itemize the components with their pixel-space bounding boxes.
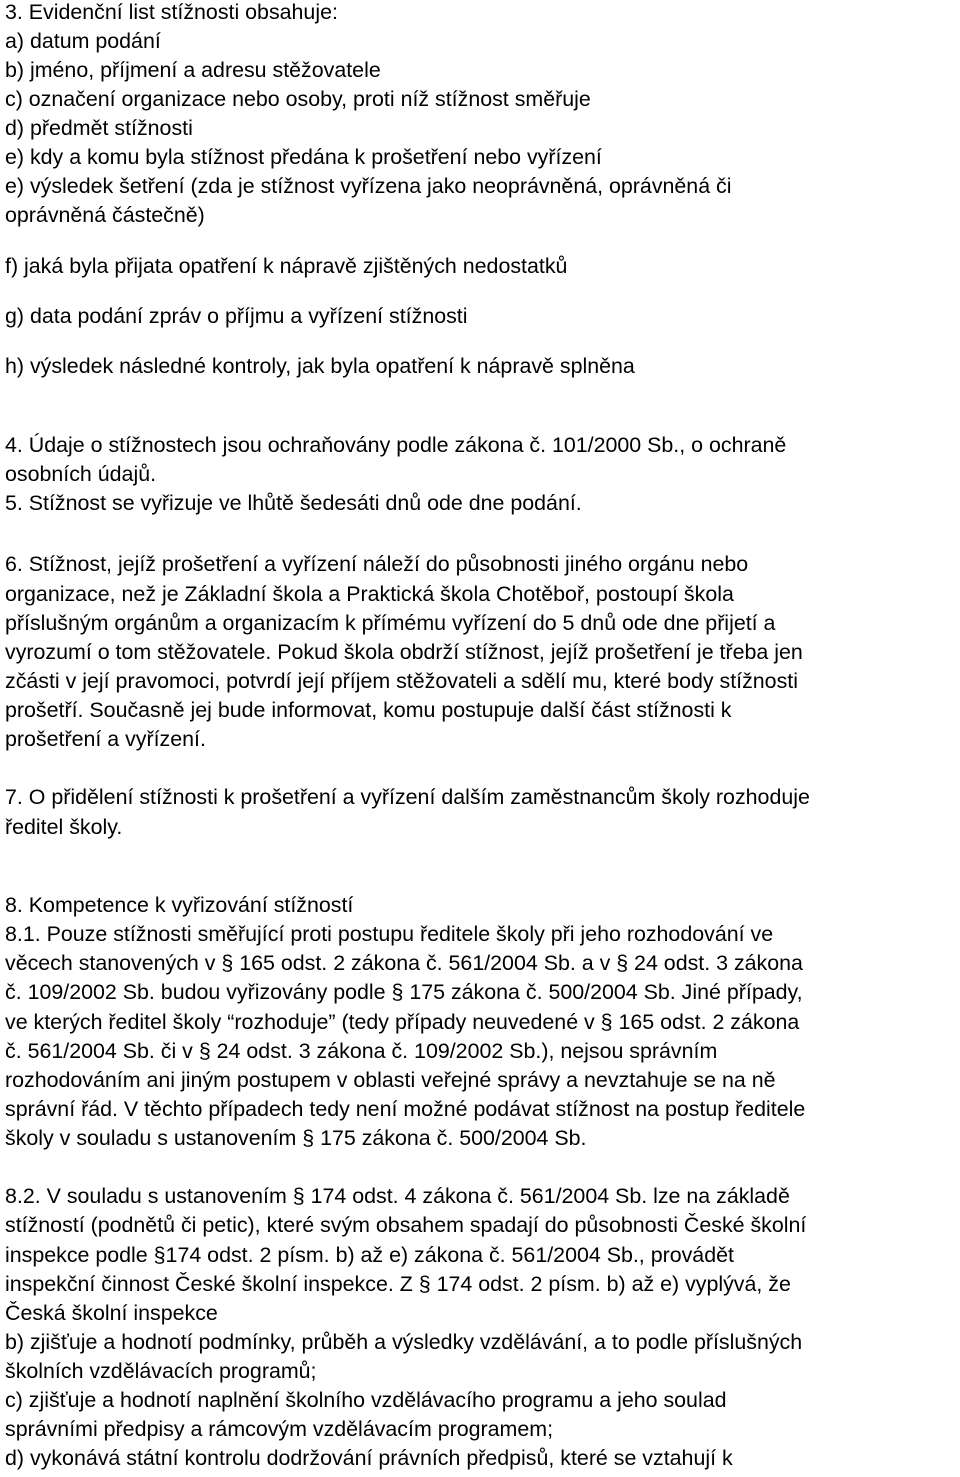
section-8-heading: 8. Kompetence k vyřizování stížností [5, 893, 354, 917]
paragraph-5: 5. Stížnost se vyřizuje ve lhůtě šedesáti dnů ode dne podání. [5, 491, 582, 515]
paragraph-3-heading: 3. Evidenční list stížnosti obsahuje: [5, 0, 338, 24]
paragraph-7: 7. O přidělení stížnosti k prošetření a vyřízení dalším zaměstnancům školy rozhoduje [5, 785, 810, 809]
paragraph-8-2-item-d: d) vykonává státní kontrolu dodržování právních předpisů, které se vztahují k [5, 1446, 733, 1470]
list-item-g: g) data podání zpráv o příjmu a vyřízení stížnosti [5, 304, 468, 328]
list-item-c: c) označení organizace nebo osoby, proti níž stížnost směřuje [5, 87, 591, 111]
paragraph-6-line-3: příslušným orgánům a organizacím k přímému vyřízení do 5 dnů ode dne přijetí a [5, 611, 776, 635]
list-item-f: f) jaká byla přijata opatření k nápravě zjištěných nedostatků [5, 254, 568, 278]
paragraph-6-line-4: vyrozumí o tom stěžovatele. Pokud škola obdrží stížnost, jejíž prošetření je třeba jen [5, 640, 803, 664]
paragraph-8-2-item-b: b) zjišťuje a hodnotí podmínky, průběh a výsledky vzdělávání, a to podle příslušných [5, 1330, 803, 1354]
paragraph-8-2-line-2: stížností (podnětů či petic), které svým obsahem spadají do působnosti České školní [5, 1213, 807, 1237]
list-item-e2-continued: oprávněná částečně) [5, 203, 205, 227]
paragraph-6-line-2: organizace, než je Základní škola a Praktická škola Chotěboř, postoupí škola [5, 582, 734, 606]
paragraph-8-1-line-7: správní řád. V těchto případech tedy není možné podávat stížnost na postup ředitele [5, 1097, 806, 1121]
paragraph-8-2-line-5: Česká školní inspekce [5, 1301, 218, 1325]
list-item-e2: e) výsledek šetření (zda je stížnost vyřízena jako neoprávněná, oprávněná či [5, 174, 732, 198]
paragraph-8-1-line-5: č. 561/2004 Sb. či v § 24 odst. 3 zákona č. 109/2002 Sb.), nejsou správním [5, 1039, 718, 1063]
paragraph-6-line-5: zčásti v její pravomoci, potvrdí její příjem stěžovateli a sdělí mu, které body stížnosti [5, 669, 798, 693]
paragraph-8-1-line-1: 8.1. Pouze stížnosti směřující proti postupu ředitele školy při jeho rozhodování ve [5, 922, 774, 946]
list-item-a: a) datum podání [5, 29, 161, 53]
paragraph-8-2-line-3: inspekce podle §174 odst. 2 písm. b) až e) zákona č. 561/2004 Sb., provádět [5, 1243, 734, 1267]
paragraph-8-1-line-4: ve kterých ředitel školy “rozhoduje” (tedy případy neuvedené v § 165 odst. 2 zákona [5, 1010, 800, 1034]
paragraph-7-continued: ředitel školy. [5, 815, 123, 839]
paragraph-6-line-7: prošetření a vyřízení. [5, 727, 206, 751]
paragraph-8-2-line-1: 8.2. V souladu s ustanovením § 174 odst. 4 zákona č. 561/2004 Sb. lze na základě [5, 1184, 790, 1208]
paragraph-8-1-line-8: školy v souladu s ustanovením § 175 zákona č. 500/2004 Sb. [5, 1126, 587, 1150]
paragraph-8-1-line-6: rozhodováním ani jiným postupem v oblasti veřejné správy a nevztahuje se na ně [5, 1068, 776, 1092]
list-item-h: h) výsledek následné kontroly, jak byla opatření k nápravě splněna [5, 354, 635, 378]
list-item-b: b) jméno, příjmení a adresu stěžovatele [5, 58, 381, 82]
paragraph-8-2-item-c: c) zjišťuje a hodnotí naplnění školního vzdělávacího programu a jeho soulad [5, 1388, 727, 1412]
paragraph-4: 4. Údaje o stížnostech jsou ochraňovány podle zákona č. 101/2000 Sb., o ochraně [5, 433, 787, 457]
paragraph-8-2-item-b-continued: školních vzdělávacích programů; [5, 1359, 317, 1383]
paragraph-8-2-line-4: inspekční činnost České školní inspekce. Z § 174 odst. 2 písm. b) až e) vyplývá, že [5, 1272, 791, 1296]
paragraph-8-2-item-c-continued: správními předpisy a rámcovým vzdělávacím programem; [5, 1417, 554, 1441]
paragraph-6-line-1: 6. Stížnost, jejíž prošetření a vyřízení náleží do působnosti jiného orgánu nebo [5, 552, 749, 576]
paragraph-8-1-line-2: věcech stanovených v § 165 odst. 2 zákona č. 561/2004 Sb. a v § 24 odst. 3 zákona [5, 951, 803, 975]
paragraph-8-1-line-3: č. 109/2002 Sb. budou vyřizovány podle § 175 zákona č. 500/2004 Sb. Jiné případy, [5, 980, 803, 1004]
paragraph-6-line-6: prošetří. Současně jej bude informovat, komu postupuje další část stížnosti k [5, 698, 732, 722]
paragraph-4-continued: osobních údajů. [5, 462, 157, 486]
list-item-e1: e) kdy a komu byla stížnost předána k prošetření nebo vyřízení [5, 145, 602, 169]
list-item-d: d) předmět stížnosti [5, 116, 193, 140]
